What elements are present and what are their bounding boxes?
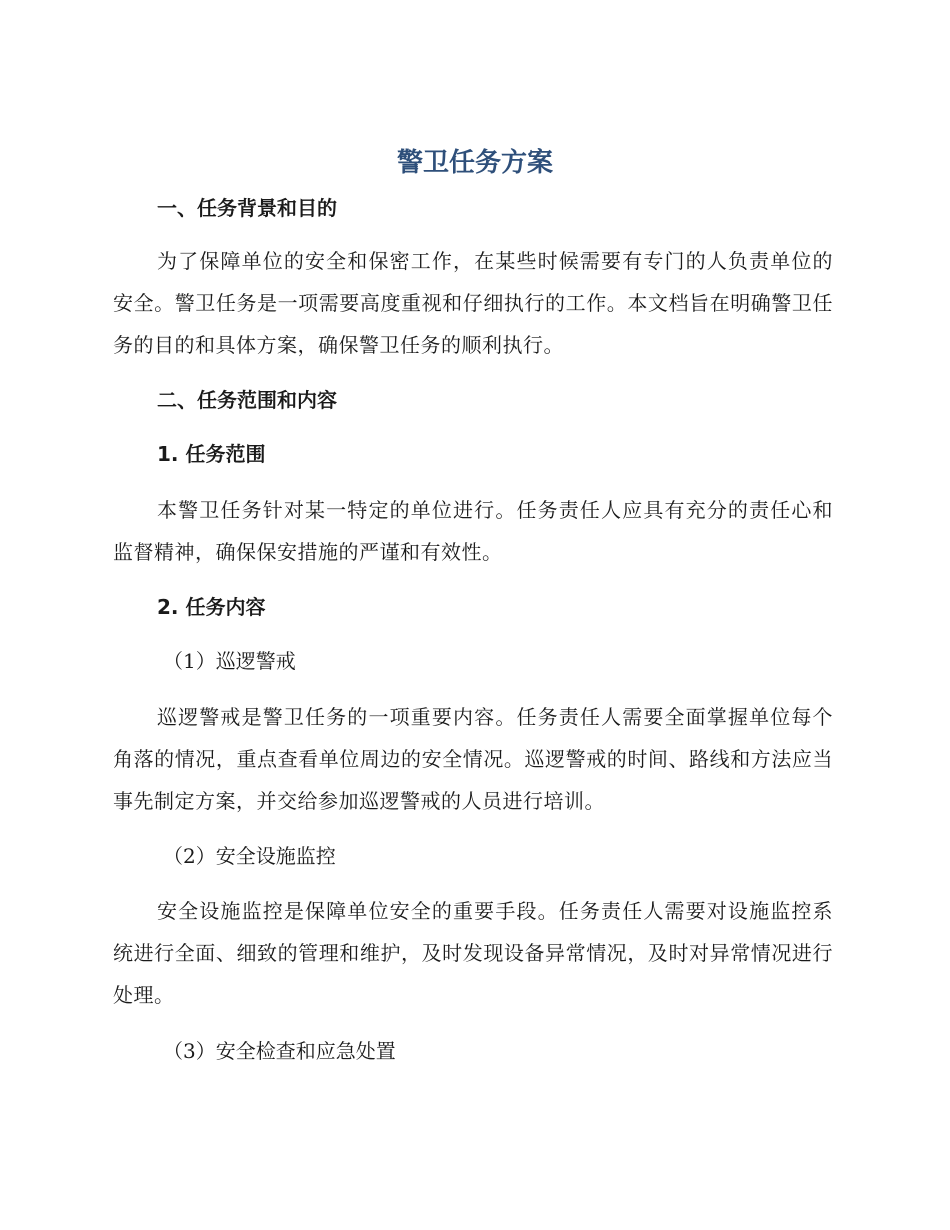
subheading-scope: 1. 任务范围 bbox=[157, 442, 266, 466]
subheading-content: 2. 任务内容 bbox=[157, 595, 266, 619]
paragraph-background: 为了保障单位的安全和保密工作，在某些时候需要有专门的人负责单位的安全。警卫任务是一项需要高度重视和仔细执行的工作。本文档旨在明确警卫任务的目的和具体方案，确保警卫任务的顺利执行。 bbox=[113, 249, 833, 357]
paragraph-monitoring: 安全设施监控是保障单位安全的重要手段。任务责任人需要对设施监控系统进行全面、细致的管理和维护，及时发现设备异常情况，及时对异常情况进行处理。 bbox=[113, 899, 833, 1007]
paragraph-scope: 本警卫任务针对某一特定的单位进行。任务责任人应具有充分的责任心和监督精神，确保保安措施的严谨和有效性。 bbox=[113, 498, 833, 564]
section-heading-background: 一、任务背景和目的 bbox=[157, 196, 337, 220]
document-title: 警卫任务方案 bbox=[396, 148, 553, 178]
item-label-patrol: （1）巡逻警戒 bbox=[163, 649, 296, 673]
item-label-inspection: （3）安全检查和应急处置 bbox=[163, 1039, 396, 1063]
paragraph-patrol: 巡逻警戒是警卫任务的一项重要内容。任务责任人需要全面掌握单位每个角落的情况，重点查看单位周边的安全情况。巡逻警戒的时间、路线和方法应当事先制定方案，并交给参加巡逻警戒的人员进行培训。 bbox=[113, 705, 833, 813]
section-heading-scope-content: 二、任务范围和内容 bbox=[157, 388, 337, 412]
item-label-monitoring: （2）安全设施监控 bbox=[163, 844, 336, 868]
